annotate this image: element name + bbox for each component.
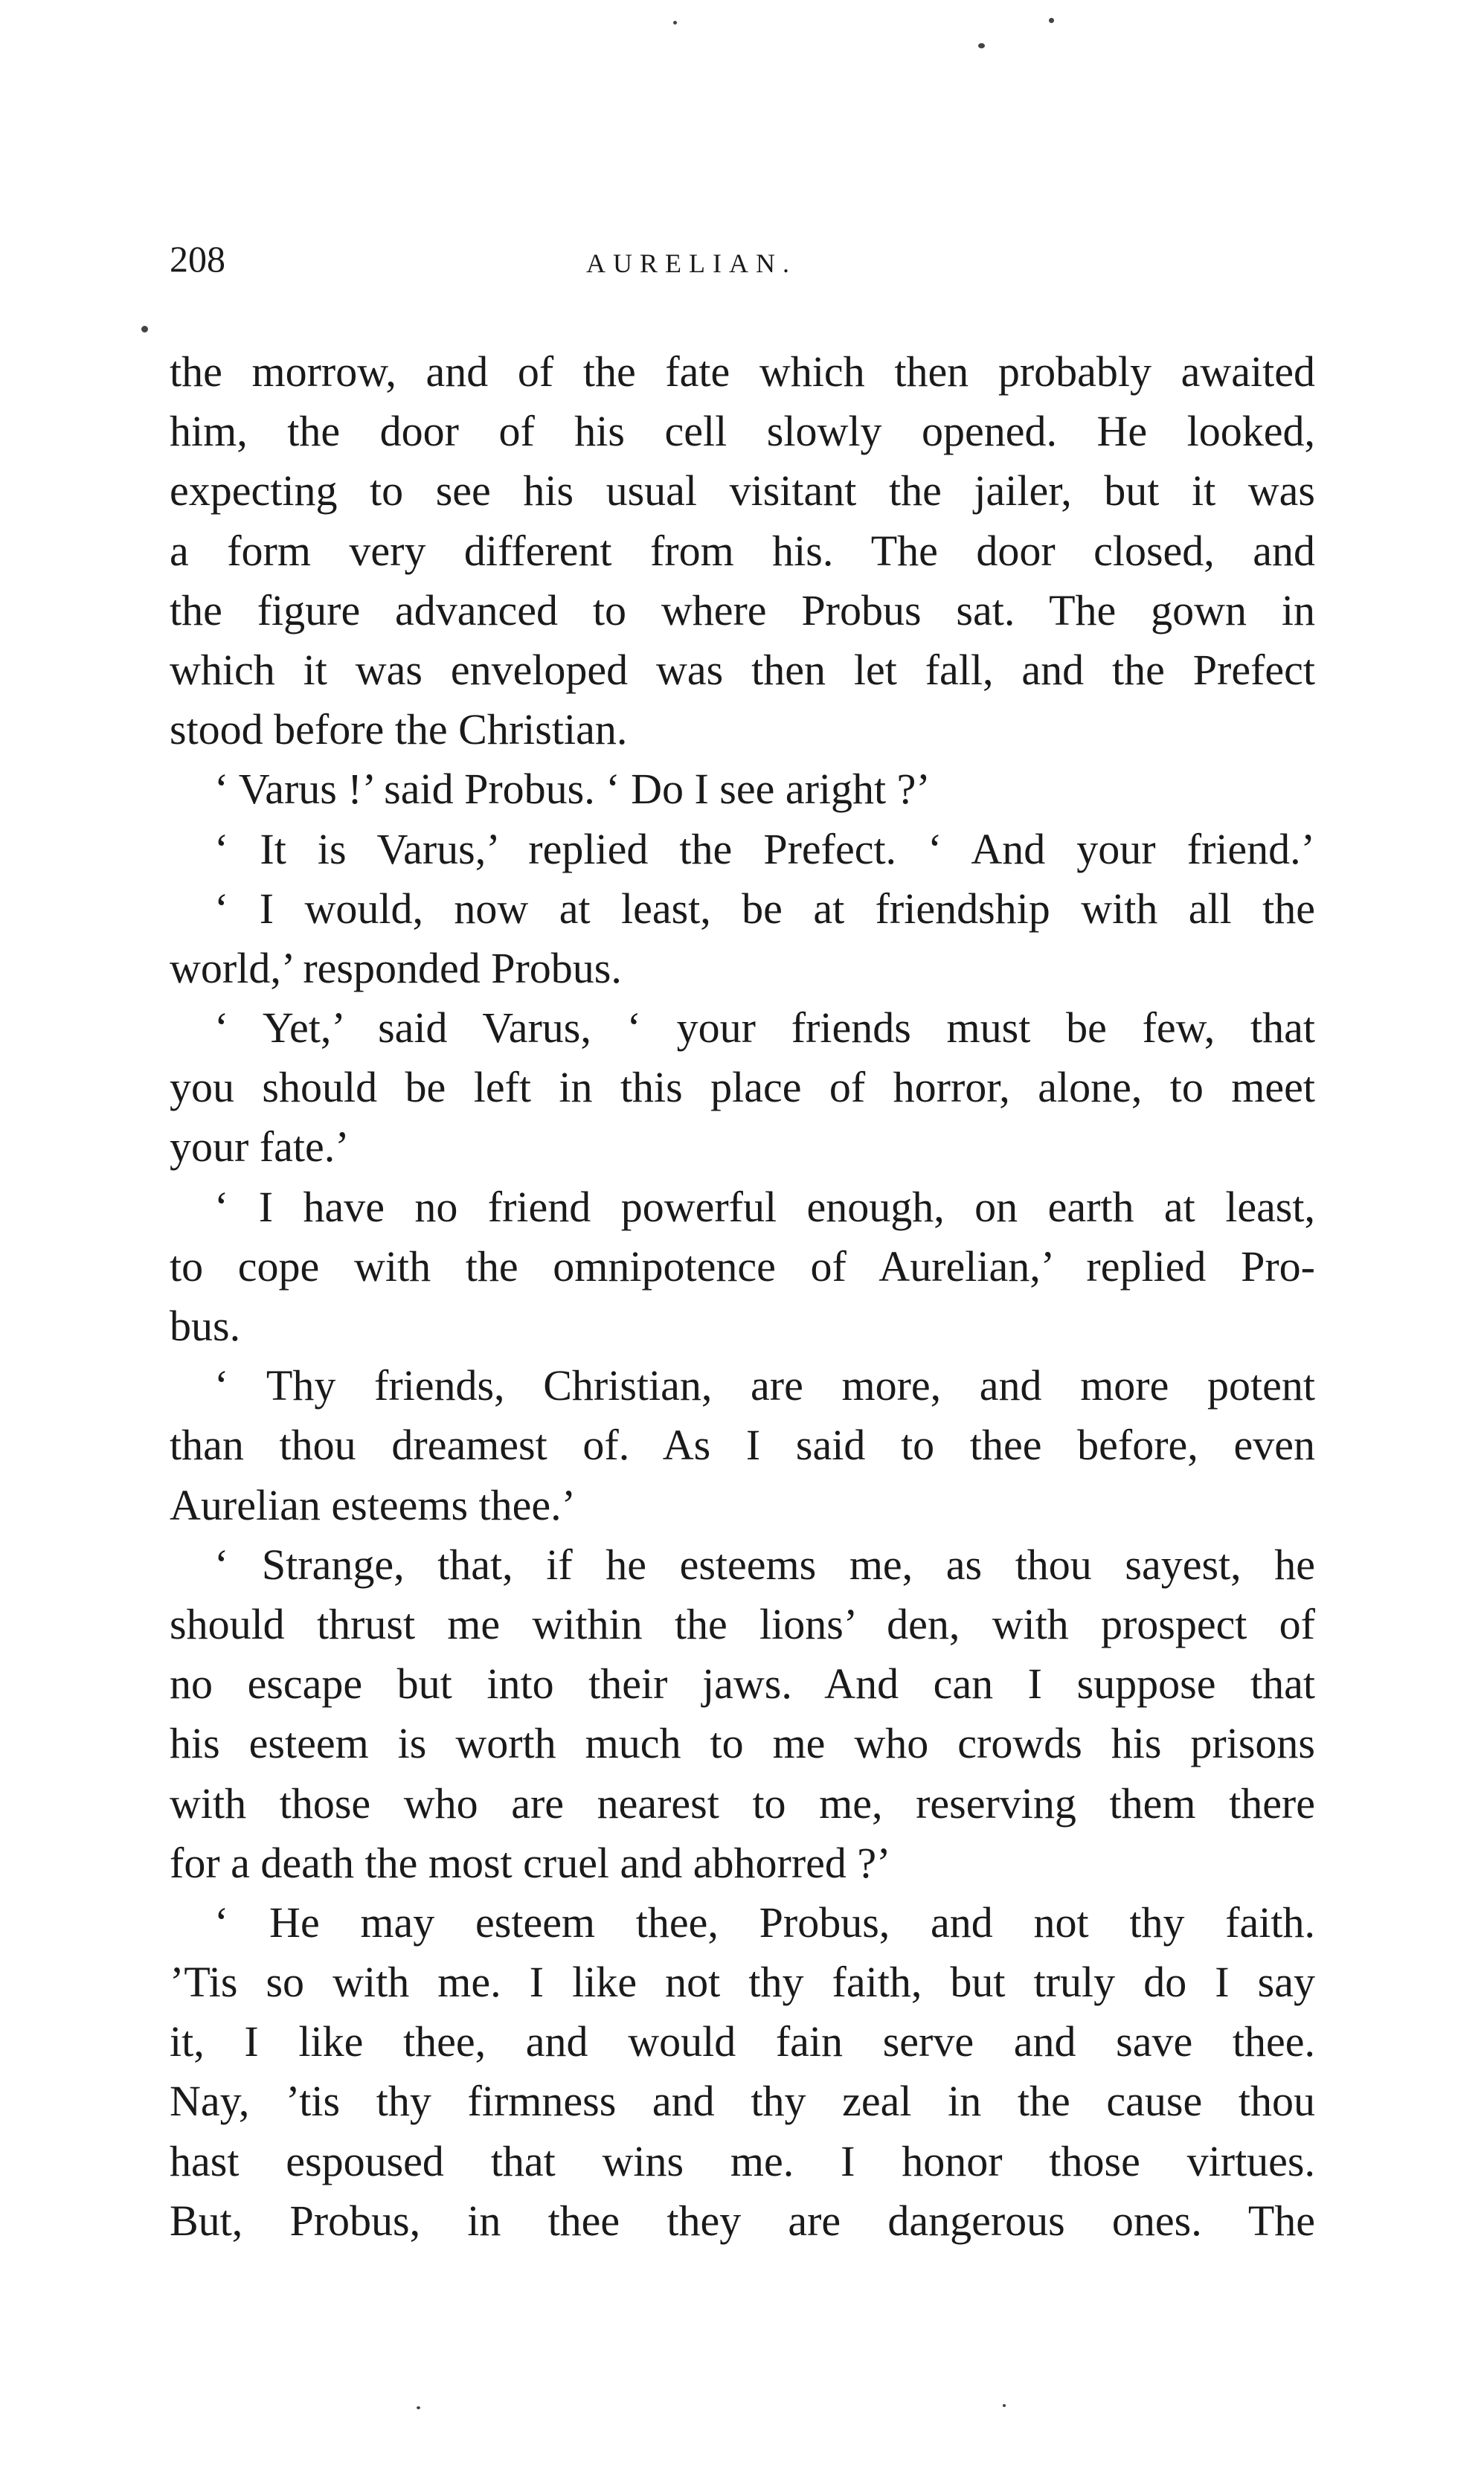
text-line: your fate.’ [170,1122,350,1172]
text-line: which it was enveloped was then let fall, and the Prefect [170,645,1315,694]
text-line: Nay, ’tis thy firmness and thy zeal in the cause thou [170,2077,1315,2126]
text-line: ‘ Yet,’ said Varus, ‘ your friends must be few, that [214,1003,1315,1053]
text-line: no escape but into their jaws. And can I suppose that [170,1659,1315,1709]
print-speck [141,326,148,332]
print-speck [1003,2404,1006,2407]
text-line: ‘ He may esteem thee, Probus, and not thy faith. [214,1898,1315,1947]
text-line: ‘ Strange, that, if he esteems me, as thou sayest, he [214,1540,1315,1589]
print-speck [1049,18,1054,23]
text-line: stood before the Christian. [170,705,628,754]
text-line: his esteem is worth much to me who crowds his prisons [170,1719,1315,1768]
body-text [170,342,1315,2251]
print-speck [417,2406,420,2409]
text-line: expecting to see his usual visitant the jailer, but it was [170,466,1315,515]
text-line: ‘ It is Varus,’ replied the Prefect. ‘ And your friend.’ [214,824,1315,873]
text-line: ‘ Thy friends, Christian, are more, and more potent [214,1361,1315,1410]
text-line: ‘ I have no friend powerful enough, on earth at least, [214,1182,1315,1231]
text-line: bus. [170,1302,241,1350]
text-line: Aurelian esteems thee.’ [170,1480,576,1529]
text-line: world,’ responded Probus. [170,943,622,992]
print-speck [673,21,677,25]
text-line: hast espoused that wins me. I honor those virtues. [170,2136,1315,2185]
text-line: than thou dreamest of. As I said to thee before, even [170,1421,1315,1470]
text-line: ‘ Varus !’ said Probus. ‘ Do I see aright ?’ [214,765,931,814]
text-line: it, I like thee, and would fain serve and save thee. [170,2017,1315,2066]
page-number: 208 [170,238,225,280]
text-line: you should be left in this place of horror, alone, to meet [170,1063,1315,1112]
text-line: a form very different from his. The door closed, and [170,526,1315,575]
text-line: to cope with the omnipotence of Aurelian,’ replied Pro- [170,1241,1315,1291]
text-line: him, the door of his cell slowly opened. He looked, [170,407,1315,456]
print-speck [978,43,985,48]
text-line: for a death the most cruel and abhorred ?’ [170,1838,891,1887]
text-line: ’Tis so with me. I like not thy faith, but truly do I say [170,1958,1315,2007]
text-line: ‘ I would, now at least, be at friendship with all the [214,884,1315,933]
text-line: the morrow, and of the fate which then probably awaited [170,347,1315,396]
text-line: with those who are nearest to me, reserving them there [170,1778,1315,1828]
text-line: should thrust me within the lions’ den, with prospect of [170,1599,1315,1648]
text-line: But, Probus, in thee they are dangerous ones. The [170,2196,1315,2245]
running-title: AURELIAN. [586,248,797,278]
text-line: the figure advanced to where Probus sat. The gown in [170,585,1315,634]
page-header [170,237,1315,296]
